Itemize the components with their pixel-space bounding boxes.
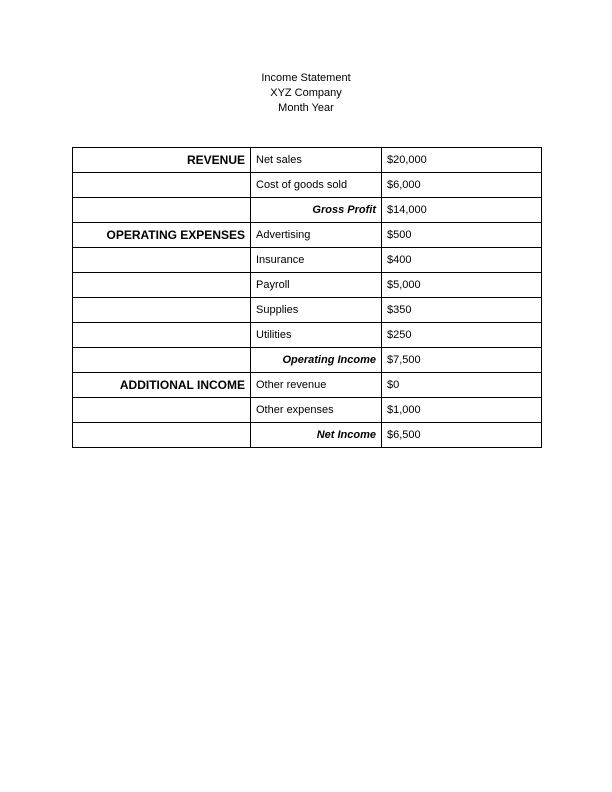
table-row xyxy=(73,173,542,198)
subtotal-label: Net Income xyxy=(251,423,382,448)
line-item-label: Insurance xyxy=(251,248,382,273)
line-item-label: Other expenses xyxy=(251,398,382,423)
line-item-amount: $6,000 xyxy=(382,173,542,198)
section-heading xyxy=(73,273,251,298)
table-row xyxy=(73,373,542,398)
table-row xyxy=(73,323,542,348)
statement-period: Month Year xyxy=(278,102,334,114)
company-name: XYZ Company xyxy=(270,87,342,99)
income-statement-table xyxy=(72,147,542,448)
table-row xyxy=(73,398,542,423)
income-statement-body xyxy=(73,148,542,448)
section-heading xyxy=(73,173,251,198)
table-row xyxy=(73,423,542,448)
statement-header xyxy=(0,71,612,116)
line-item-amount: $20,000 xyxy=(382,148,542,173)
table-row xyxy=(73,198,542,223)
line-item-label: Supplies xyxy=(251,298,382,323)
line-item-label: Net sales xyxy=(251,148,382,173)
subtotal-amount: $6,500 xyxy=(382,423,542,448)
line-item-amount: $350 xyxy=(382,298,542,323)
table-row xyxy=(73,148,542,173)
table-row xyxy=(73,248,542,273)
table-row xyxy=(73,348,542,373)
line-item-amount: $500 xyxy=(382,223,542,248)
section-heading xyxy=(73,323,251,348)
line-item-amount: $400 xyxy=(382,248,542,273)
section-heading xyxy=(73,298,251,323)
line-item-amount: $5,000 xyxy=(382,273,542,298)
subtotal-label: Operating Income xyxy=(251,348,382,373)
table-row xyxy=(73,298,542,323)
subtotal-amount: $7,500 xyxy=(382,348,542,373)
table-row xyxy=(73,273,542,298)
section-heading xyxy=(73,348,251,373)
line-item-label: Advertising xyxy=(251,223,382,248)
section-heading: OPERATING EXPENSES xyxy=(73,223,251,248)
line-item-label: Other revenue xyxy=(251,373,382,398)
line-item-label: Payroll xyxy=(251,273,382,298)
line-item-amount: $1,000 xyxy=(382,398,542,423)
subtotal-amount: $14,000 xyxy=(382,198,542,223)
section-heading xyxy=(73,423,251,448)
statement-title: Income Statement xyxy=(261,72,351,84)
line-item-amount: $0 xyxy=(382,373,542,398)
section-heading: ADDITIONAL INCOME xyxy=(73,373,251,398)
line-item-label: Utilities xyxy=(251,323,382,348)
line-item-label: Cost of goods sold xyxy=(251,173,382,198)
line-item-amount: $250 xyxy=(382,323,542,348)
section-heading xyxy=(73,198,251,223)
section-heading: REVENUE xyxy=(73,148,251,173)
subtotal-label: Gross Profit xyxy=(251,198,382,223)
section-heading xyxy=(73,248,251,273)
table-row xyxy=(73,223,542,248)
section-heading xyxy=(73,398,251,423)
